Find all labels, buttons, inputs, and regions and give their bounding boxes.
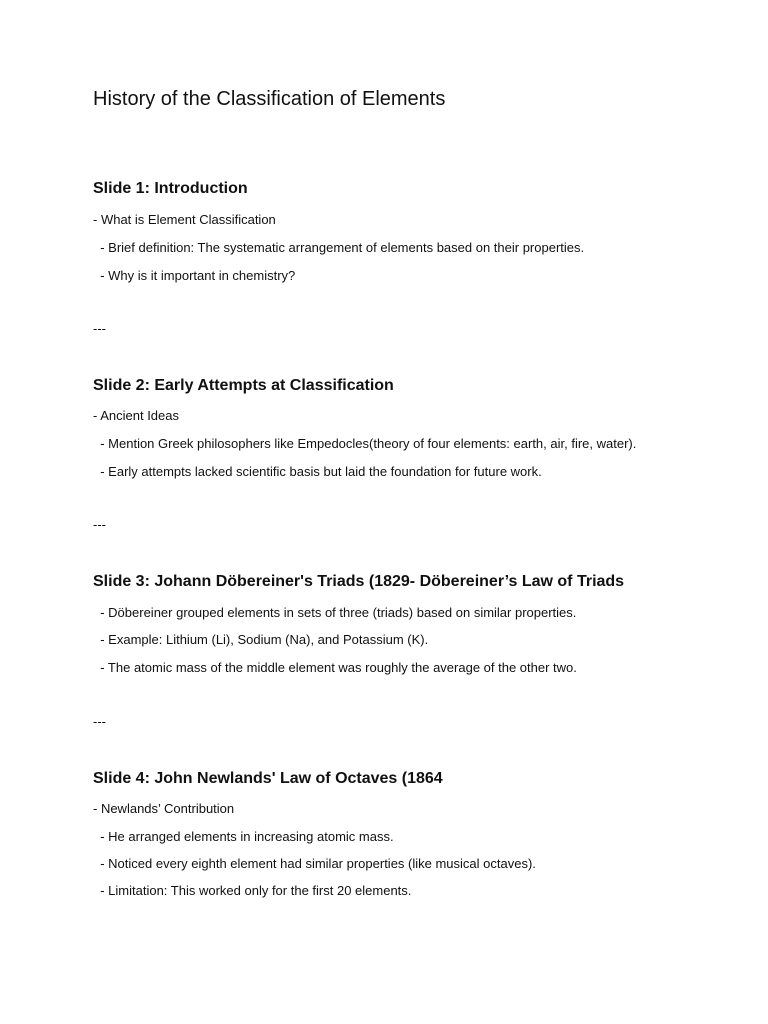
slide-1-heading: Slide 1: Introduction	[93, 180, 248, 197]
slide-1-line-1: - What is Element Classification	[93, 212, 276, 227]
slide-4-heading: Slide 4: John Newlands' Law of Octaves (1864	[93, 770, 443, 787]
slide-3-heading: Slide 3: Johann Döbereiner's Triads (1829- Döbereiner’s Law of Triads	[93, 573, 625, 590]
slide-1-line-3: - Why is it important in chemistry?	[93, 268, 296, 283]
section-divider-2: ---	[93, 517, 106, 532]
slide-2-line-1: - Ancient Ideas	[93, 408, 179, 423]
slide-4-line-1: - Newlands’ Contribution	[93, 801, 235, 816]
slide-4-line-2: - He arranged elements in increasing atomic mass.	[93, 829, 394, 844]
slide-3-line-3: - The atomic mass of the middle element was roughly the average of the other two.	[93, 660, 577, 675]
slide-2-heading: Slide 2: Early Attempts at Classification	[93, 377, 394, 394]
document-title: History of the Classification of Elements	[93, 88, 446, 110]
slide-4-line-3: - Noticed every eighth element had similar properties (like musical octaves).	[93, 856, 536, 871]
section-divider-3: ---	[93, 714, 106, 729]
slide-2-line-2: - Mention Greek philosophers like Empedocles(theory of four elements: earth, air, fire, water).	[93, 436, 637, 451]
slide-1-line-2: - Brief definition: The systematic arrangement of elements based on their properties.	[93, 240, 585, 255]
slide-4-line-4: - Limitation: This worked only for the first 20 elements.	[93, 883, 412, 898]
slide-2-line-3: - Early attempts lacked scientific basis but laid the foundation for future work.	[93, 464, 542, 479]
slide-3-line-2: - Example: Lithium (Li), Sodium (Na), and Potassium (K).	[93, 632, 429, 647]
slide-3-line-1: - Döbereiner grouped elements in sets of three (triads) based on similar properties.	[93, 605, 577, 620]
section-divider-1: ---	[93, 321, 106, 336]
